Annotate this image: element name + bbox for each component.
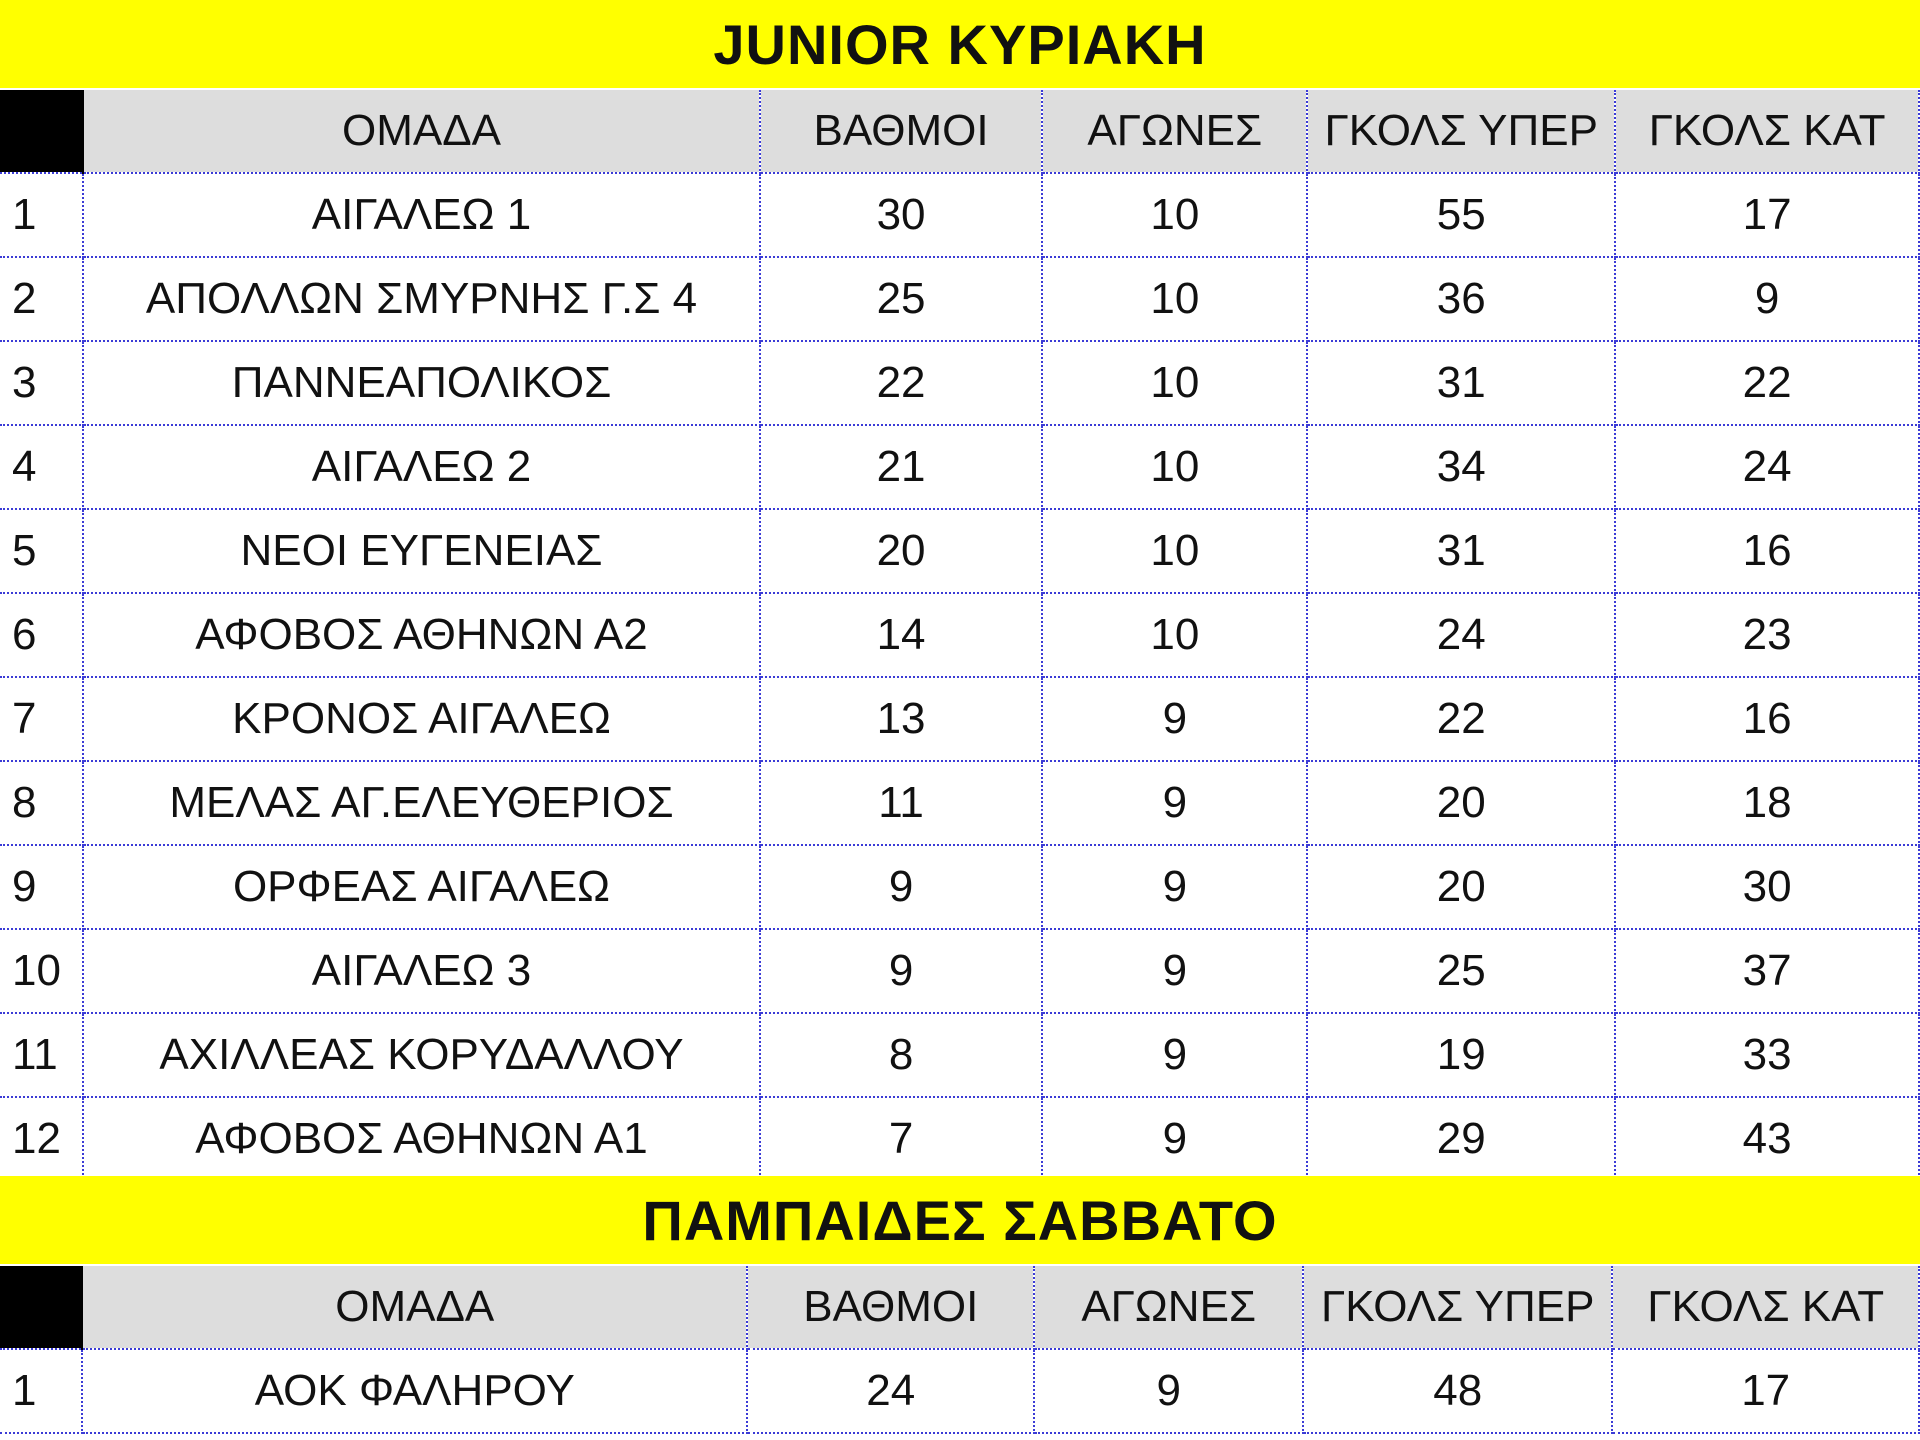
games-cell: 9 — [1042, 1013, 1307, 1097]
goals-for-cell: 29 — [1307, 1097, 1615, 1181]
goals-against-cell: 24 — [1615, 425, 1919, 509]
team-cell: ΠΑΝΝΕΑΠΟΛΙΚΟΣ — [83, 341, 759, 425]
column-header-goals-for: ΓΚΟΛΣ ΥΠΕΡ — [1303, 1266, 1612, 1349]
team-cell: ΜΕΛΑΣ ΑΓ.ΕΛΕΥΘΕΡΙΟΣ — [83, 761, 759, 845]
rank-cell: 1 — [0, 1349, 82, 1433]
table-row — [0, 677, 1919, 761]
points-cell: 7 — [760, 1097, 1043, 1181]
goals-against-cell: 16 — [1615, 677, 1919, 761]
games-cell: 10 — [1042, 593, 1307, 677]
rank-cell: 5 — [0, 509, 83, 593]
rank-cell: 4 — [0, 425, 83, 509]
header-row — [0, 1266, 1919, 1349]
goals-for-cell: 20 — [1307, 761, 1615, 845]
games-cell: 9 — [1042, 677, 1307, 761]
table-row — [0, 761, 1919, 845]
corner-cell — [0, 90, 83, 173]
points-cell: 13 — [760, 677, 1043, 761]
goals-against-cell: 16 — [1615, 509, 1919, 593]
goals-against-cell: 9 — [1615, 257, 1919, 341]
points-cell: 11 — [760, 761, 1043, 845]
goals-for-cell: 19 — [1307, 1013, 1615, 1097]
column-header-games: ΑΓΩΝΕΣ — [1034, 1266, 1303, 1349]
games-cell: 10 — [1042, 509, 1307, 593]
section-title-junior: JUNIOR ΚΥΡΙΑΚΗ — [0, 0, 1920, 88]
column-header-points: ΒΑΘΜΟΙ — [760, 90, 1043, 173]
games-cell: 10 — [1042, 173, 1307, 257]
goals-against-cell: 17 — [1612, 1349, 1919, 1433]
team-cell: ΝΕΟΙ ΕΥΓΕΝΕΙΑΣ — [83, 509, 759, 593]
column-header-games: ΑΓΩΝΕΣ — [1042, 90, 1307, 173]
table-row — [0, 509, 1919, 593]
games-cell: 9 — [1034, 1349, 1303, 1433]
rank-cell: 8 — [0, 761, 83, 845]
goals-against-cell: 18 — [1615, 761, 1919, 845]
table-row — [0, 1097, 1919, 1181]
team-cell: ΑΙΓΑΛΕΩ 2 — [83, 425, 759, 509]
goals-against-cell: 43 — [1615, 1097, 1919, 1181]
table-body-junior — [0, 173, 1919, 1181]
section-title-pampaides: ΠΑΜΠΑΙΔΕΣ ΣΑΒΒΑΤΟ — [0, 1176, 1920, 1264]
games-cell: 9 — [1042, 929, 1307, 1013]
table-row — [0, 845, 1919, 929]
table-body-pampaides — [0, 1349, 1919, 1433]
points-cell: 22 — [760, 341, 1043, 425]
goals-against-cell: 33 — [1615, 1013, 1919, 1097]
goals-against-cell: 30 — [1615, 845, 1919, 929]
team-cell: ΑΦΟΒΟΣ ΑΘΗΝΩΝ Α1 — [83, 1097, 759, 1181]
goals-for-cell: 55 — [1307, 173, 1615, 257]
standings-table-junior — [0, 90, 1920, 1182]
table-row — [0, 173, 1919, 257]
column-header-goals-for: ΓΚΟΛΣ ΥΠΕΡ — [1307, 90, 1615, 173]
rank-cell: 2 — [0, 257, 83, 341]
goals-against-cell: 37 — [1615, 929, 1919, 1013]
table-row — [0, 593, 1919, 677]
column-header-points: ΒΑΘΜΟΙ — [747, 1266, 1034, 1349]
header-row — [0, 90, 1919, 173]
goals-for-cell: 31 — [1307, 509, 1615, 593]
table-row — [0, 1349, 1919, 1433]
team-cell: ΚΡΟΝΟΣ ΑΙΓΑΛΕΩ — [83, 677, 759, 761]
games-cell: 9 — [1042, 761, 1307, 845]
rank-cell: 6 — [0, 593, 83, 677]
points-cell: 30 — [760, 173, 1043, 257]
team-cell: ΑΠΟΛΛΩΝ ΣΜΥΡΝΗΣ Γ.Σ 4 — [83, 257, 759, 341]
table-row — [0, 1013, 1919, 1097]
table-row — [0, 341, 1919, 425]
rank-cell: 9 — [0, 845, 83, 929]
points-cell: 9 — [760, 929, 1043, 1013]
goals-for-cell: 36 — [1307, 257, 1615, 341]
rank-cell: 12 — [0, 1097, 83, 1181]
goals-for-cell: 22 — [1307, 677, 1615, 761]
goals-for-cell: 31 — [1307, 341, 1615, 425]
rank-cell: 3 — [0, 341, 83, 425]
team-cell: ΑΙΓΑΛΕΩ 1 — [83, 173, 759, 257]
goals-for-cell: 48 — [1303, 1349, 1612, 1433]
table-row — [0, 929, 1919, 1013]
points-cell: 20 — [760, 509, 1043, 593]
standings-table-pampaides — [0, 1266, 1920, 1434]
team-cell: ΑΙΓΑΛΕΩ 3 — [83, 929, 759, 1013]
rank-cell: 7 — [0, 677, 83, 761]
games-cell: 10 — [1042, 425, 1307, 509]
table-row — [0, 257, 1919, 341]
corner-cell — [0, 1266, 82, 1349]
table-row — [0, 425, 1919, 509]
points-cell: 25 — [760, 257, 1043, 341]
goals-against-cell: 22 — [1615, 341, 1919, 425]
points-cell: 21 — [760, 425, 1043, 509]
points-cell: 8 — [760, 1013, 1043, 1097]
team-cell: ΑΧΙΛΛΕΑΣ ΚΟΡΥΔΑΛΛΟΥ — [83, 1013, 759, 1097]
games-cell: 9 — [1042, 845, 1307, 929]
points-cell: 9 — [760, 845, 1043, 929]
column-header-team: ΟΜΑΔΑ — [82, 1266, 747, 1349]
goals-for-cell: 20 — [1307, 845, 1615, 929]
team-cell: ΑΦΟΒΟΣ ΑΘΗΝΩΝ Α2 — [83, 593, 759, 677]
games-cell: 10 — [1042, 257, 1307, 341]
goals-against-cell: 23 — [1615, 593, 1919, 677]
column-header-team: ΟΜΑΔΑ — [83, 90, 759, 173]
team-cell: ΑΟΚ ΦΑΛΗΡΟΥ — [82, 1349, 747, 1433]
column-header-goals-against: ΓΚΟΛΣ ΚΑΤ — [1612, 1266, 1919, 1349]
goals-against-cell: 17 — [1615, 173, 1919, 257]
games-cell: 10 — [1042, 341, 1307, 425]
rank-cell: 1 — [0, 173, 83, 257]
rank-cell: 11 — [0, 1013, 83, 1097]
points-cell: 24 — [747, 1349, 1034, 1433]
goals-for-cell: 34 — [1307, 425, 1615, 509]
games-cell: 9 — [1042, 1097, 1307, 1181]
points-cell: 14 — [760, 593, 1043, 677]
goals-for-cell: 25 — [1307, 929, 1615, 1013]
column-header-goals-against: ΓΚΟΛΣ ΚΑΤ — [1615, 90, 1919, 173]
goals-for-cell: 24 — [1307, 593, 1615, 677]
team-cell: ΟΡΦΕΑΣ ΑΙΓΑΛΕΩ — [83, 845, 759, 929]
rank-cell: 10 — [0, 929, 83, 1013]
